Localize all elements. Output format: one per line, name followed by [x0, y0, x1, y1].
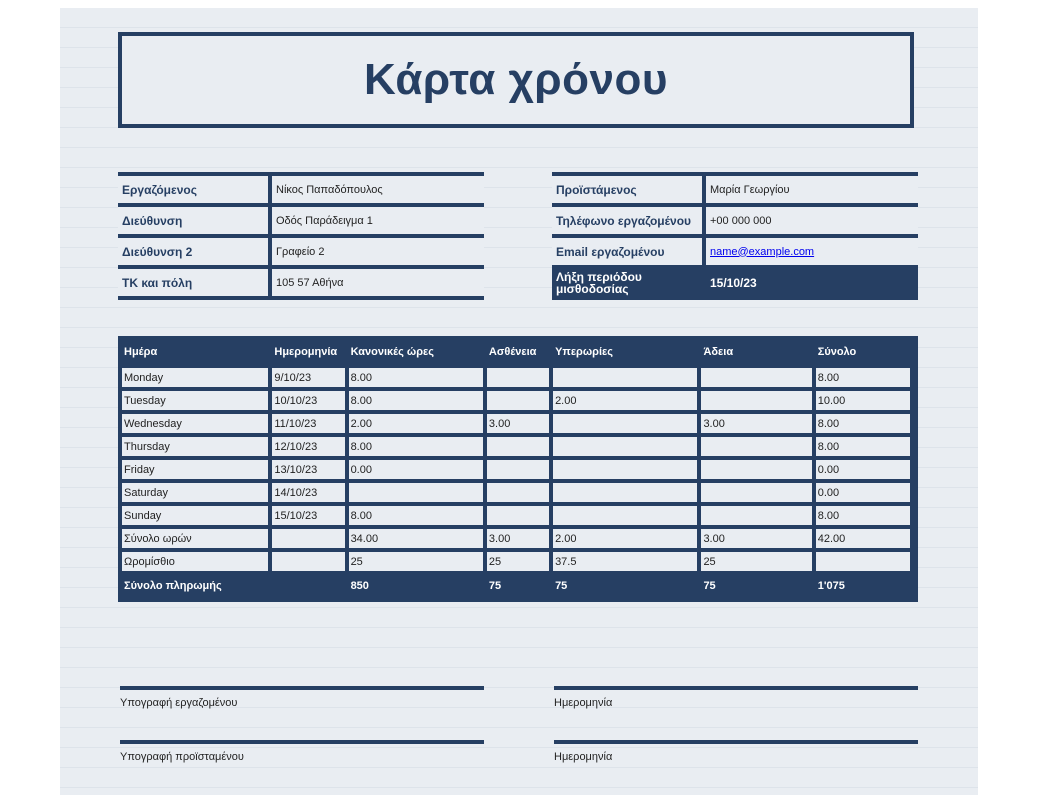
- cell-sick[interactable]: [487, 506, 549, 525]
- table-row: [122, 368, 910, 387]
- cell-sick[interactable]: [487, 368, 549, 387]
- cell-day[interactable]: Σύνολο ωρών: [122, 529, 268, 548]
- total-cell-sick: 75: [487, 575, 549, 596]
- cell-day[interactable]: Ωρομίσθιο: [122, 552, 268, 571]
- table-row: [122, 552, 910, 571]
- cell-sick[interactable]: 3.00: [487, 529, 549, 548]
- cell-day[interactable]: Sunday: [122, 506, 268, 525]
- total-cell-total: 1'075: [816, 575, 910, 596]
- employee-label: Εργαζόμενος: [118, 176, 268, 203]
- cell-sick[interactable]: [487, 483, 549, 502]
- cell-date[interactable]: [272, 552, 344, 571]
- address-row: [118, 207, 484, 234]
- postal-city-label: ΤΚ και πόλη: [118, 269, 268, 296]
- header-day: Ημέρα: [124, 346, 158, 358]
- header-overtime: Υπερωρίες: [555, 346, 613, 358]
- employee-row: [118, 176, 484, 203]
- pay-period-label: Λήξη περιόδου μισθοδοσίας: [552, 269, 702, 296]
- cell-date[interactable]: 11/10/23: [272, 414, 344, 433]
- cell-sick[interactable]: 25: [487, 552, 549, 571]
- cell-regular-hours[interactable]: 8.00: [349, 391, 483, 410]
- table-row: [122, 506, 910, 525]
- cell-overtime[interactable]: 2.00: [553, 529, 697, 548]
- header-total: Σύνολο: [817, 346, 857, 358]
- email-value: [706, 238, 918, 265]
- header-regular-hours: Κανονικές ώρες: [350, 346, 434, 358]
- cell-date[interactable]: 9/10/23: [272, 368, 344, 387]
- cell-regular-hours[interactable]: 8.00: [349, 506, 483, 525]
- table-row: [122, 529, 910, 548]
- cell-overtime[interactable]: [553, 437, 697, 456]
- cell-overtime[interactable]: [553, 460, 697, 479]
- cell-overtime[interactable]: [553, 414, 697, 433]
- cell-total[interactable]: 8.00: [816, 368, 910, 387]
- manager-signature-line: [120, 740, 484, 763]
- employee-value[interactable]: Νίκος Παπαδόπουλος: [272, 176, 484, 203]
- cell-total[interactable]: 8.00: [816, 414, 910, 433]
- header-leave: Άδεια: [703, 346, 734, 358]
- header-date: Ημερομηνία: [274, 346, 338, 358]
- postal-city-row: [118, 269, 484, 296]
- cell-day[interactable]: Tuesday: [122, 391, 268, 410]
- manager-value[interactable]: Μαρία Γεωργίου: [706, 176, 918, 203]
- phone-label: Τηλέφωνο εργαζομένου: [552, 207, 702, 234]
- manager-info-block: [552, 172, 918, 300]
- cell-total[interactable]: 8.00: [816, 437, 910, 456]
- cell-date[interactable]: 12/10/23: [272, 437, 344, 456]
- cell-total[interactable]: 10.00: [816, 391, 910, 410]
- cell-regular-hours[interactable]: 8.00: [349, 368, 483, 387]
- cell-date[interactable]: 14/10/23: [272, 483, 344, 502]
- title-box: [118, 32, 914, 128]
- cell-leave[interactable]: [701, 437, 811, 456]
- cell-regular-hours[interactable]: 0.00: [349, 460, 483, 479]
- header-sick: Ασθένεια: [488, 346, 537, 358]
- cell-day[interactable]: Monday: [122, 368, 268, 387]
- employee-date-label: Ημερομηνία: [554, 697, 613, 709]
- cell-day[interactable]: Thursday: [122, 437, 268, 456]
- cell-total[interactable]: 42.00: [816, 529, 910, 548]
- postal-city-value[interactable]: 105 57 Αθήνα: [272, 269, 484, 296]
- cell-day[interactable]: Friday: [122, 460, 268, 479]
- employee-info-block: [118, 172, 484, 300]
- manager-label: Προϊστάμενος: [552, 176, 702, 203]
- cell-overtime[interactable]: [553, 368, 697, 387]
- email-link[interactable]: name@example.com: [710, 245, 815, 258]
- table-row: [122, 437, 910, 456]
- cell-leave[interactable]: [701, 368, 811, 387]
- manager-signature-label: Υπογραφή προϊσταμένου: [120, 751, 244, 763]
- address2-value[interactable]: Γραφείο 2: [272, 238, 484, 265]
- timecard-table: [118, 336, 918, 602]
- manager-date-line: [554, 740, 918, 763]
- cell-leave[interactable]: [701, 483, 811, 502]
- cell-overtime[interactable]: 37.5: [553, 552, 697, 571]
- table-header-row: [122, 340, 910, 364]
- cell-day[interactable]: Saturday: [122, 483, 268, 502]
- table-row: [122, 460, 910, 479]
- address-value[interactable]: Οδός Παράδειγμα 1: [272, 207, 484, 234]
- page-title: Κάρτα χρόνου: [364, 55, 668, 104]
- cell-regular-hours[interactable]: 25: [349, 552, 483, 571]
- cell-overtime[interactable]: 2.00: [553, 391, 697, 410]
- phone-value[interactable]: +00 000 000: [706, 207, 918, 234]
- cell-date[interactable]: 13/10/23: [272, 460, 344, 479]
- pay-period-row: [552, 269, 918, 296]
- cell-leave[interactable]: [701, 460, 811, 479]
- pay-period-value[interactable]: 15/10/23: [706, 269, 918, 296]
- total-cell-overtime: 75: [553, 575, 697, 596]
- cell-leave[interactable]: [701, 391, 811, 410]
- manager-row: [552, 176, 918, 203]
- cell-leave[interactable]: 3.00: [701, 414, 811, 433]
- total-cell-date: [272, 575, 344, 596]
- cell-total[interactable]: 0.00: [816, 483, 910, 502]
- cell-regular-hours[interactable]: 8.00: [349, 437, 483, 456]
- address2-row: [118, 238, 484, 265]
- cell-day[interactable]: Wednesday: [122, 414, 268, 433]
- table-row: [122, 391, 910, 410]
- cell-total[interactable]: [816, 552, 910, 571]
- employee-date-line: [554, 686, 918, 709]
- cell-regular-hours[interactable]: 2.00: [349, 414, 483, 433]
- total-cell-leave: 75: [701, 575, 811, 596]
- total-cell-regular-hours: 850: [349, 575, 483, 596]
- table-row: [122, 483, 910, 502]
- manager-date-label: Ημερομηνία: [554, 751, 613, 763]
- email-label: Email εργαζομένου: [552, 238, 702, 265]
- cell-total[interactable]: 0.00: [816, 460, 910, 479]
- cell-sick[interactable]: [487, 460, 549, 479]
- cell-regular-hours[interactable]: 34.00: [349, 529, 483, 548]
- email-row: [552, 238, 918, 265]
- cell-sick[interactable]: 3.00: [487, 414, 549, 433]
- cell-regular-hours[interactable]: [349, 483, 483, 502]
- cell-leave[interactable]: [701, 506, 811, 525]
- cell-overtime[interactable]: [553, 483, 697, 502]
- cell-date[interactable]: 15/10/23: [272, 506, 344, 525]
- cell-total[interactable]: 8.00: [816, 506, 910, 525]
- employee-signature-label: Υπογραφή εργαζομένου: [120, 697, 238, 709]
- cell-sick[interactable]: [487, 391, 549, 410]
- cell-leave[interactable]: 3.00: [701, 529, 811, 548]
- cell-sick[interactable]: [487, 437, 549, 456]
- cell-overtime[interactable]: [553, 506, 697, 525]
- total-pay-row: [122, 575, 910, 596]
- cell-date[interactable]: 10/10/23: [272, 391, 344, 410]
- phone-row: [552, 207, 918, 234]
- address-label: Διεύθυνση: [118, 207, 268, 234]
- cell-leave[interactable]: 25: [701, 552, 811, 571]
- employee-signature-line: [120, 686, 484, 709]
- cell-date[interactable]: [272, 529, 344, 548]
- address2-label: Διεύθυνση 2: [118, 238, 268, 265]
- table-row: [122, 414, 910, 433]
- total-cell-day: Σύνολο πληρωμής: [122, 575, 268, 596]
